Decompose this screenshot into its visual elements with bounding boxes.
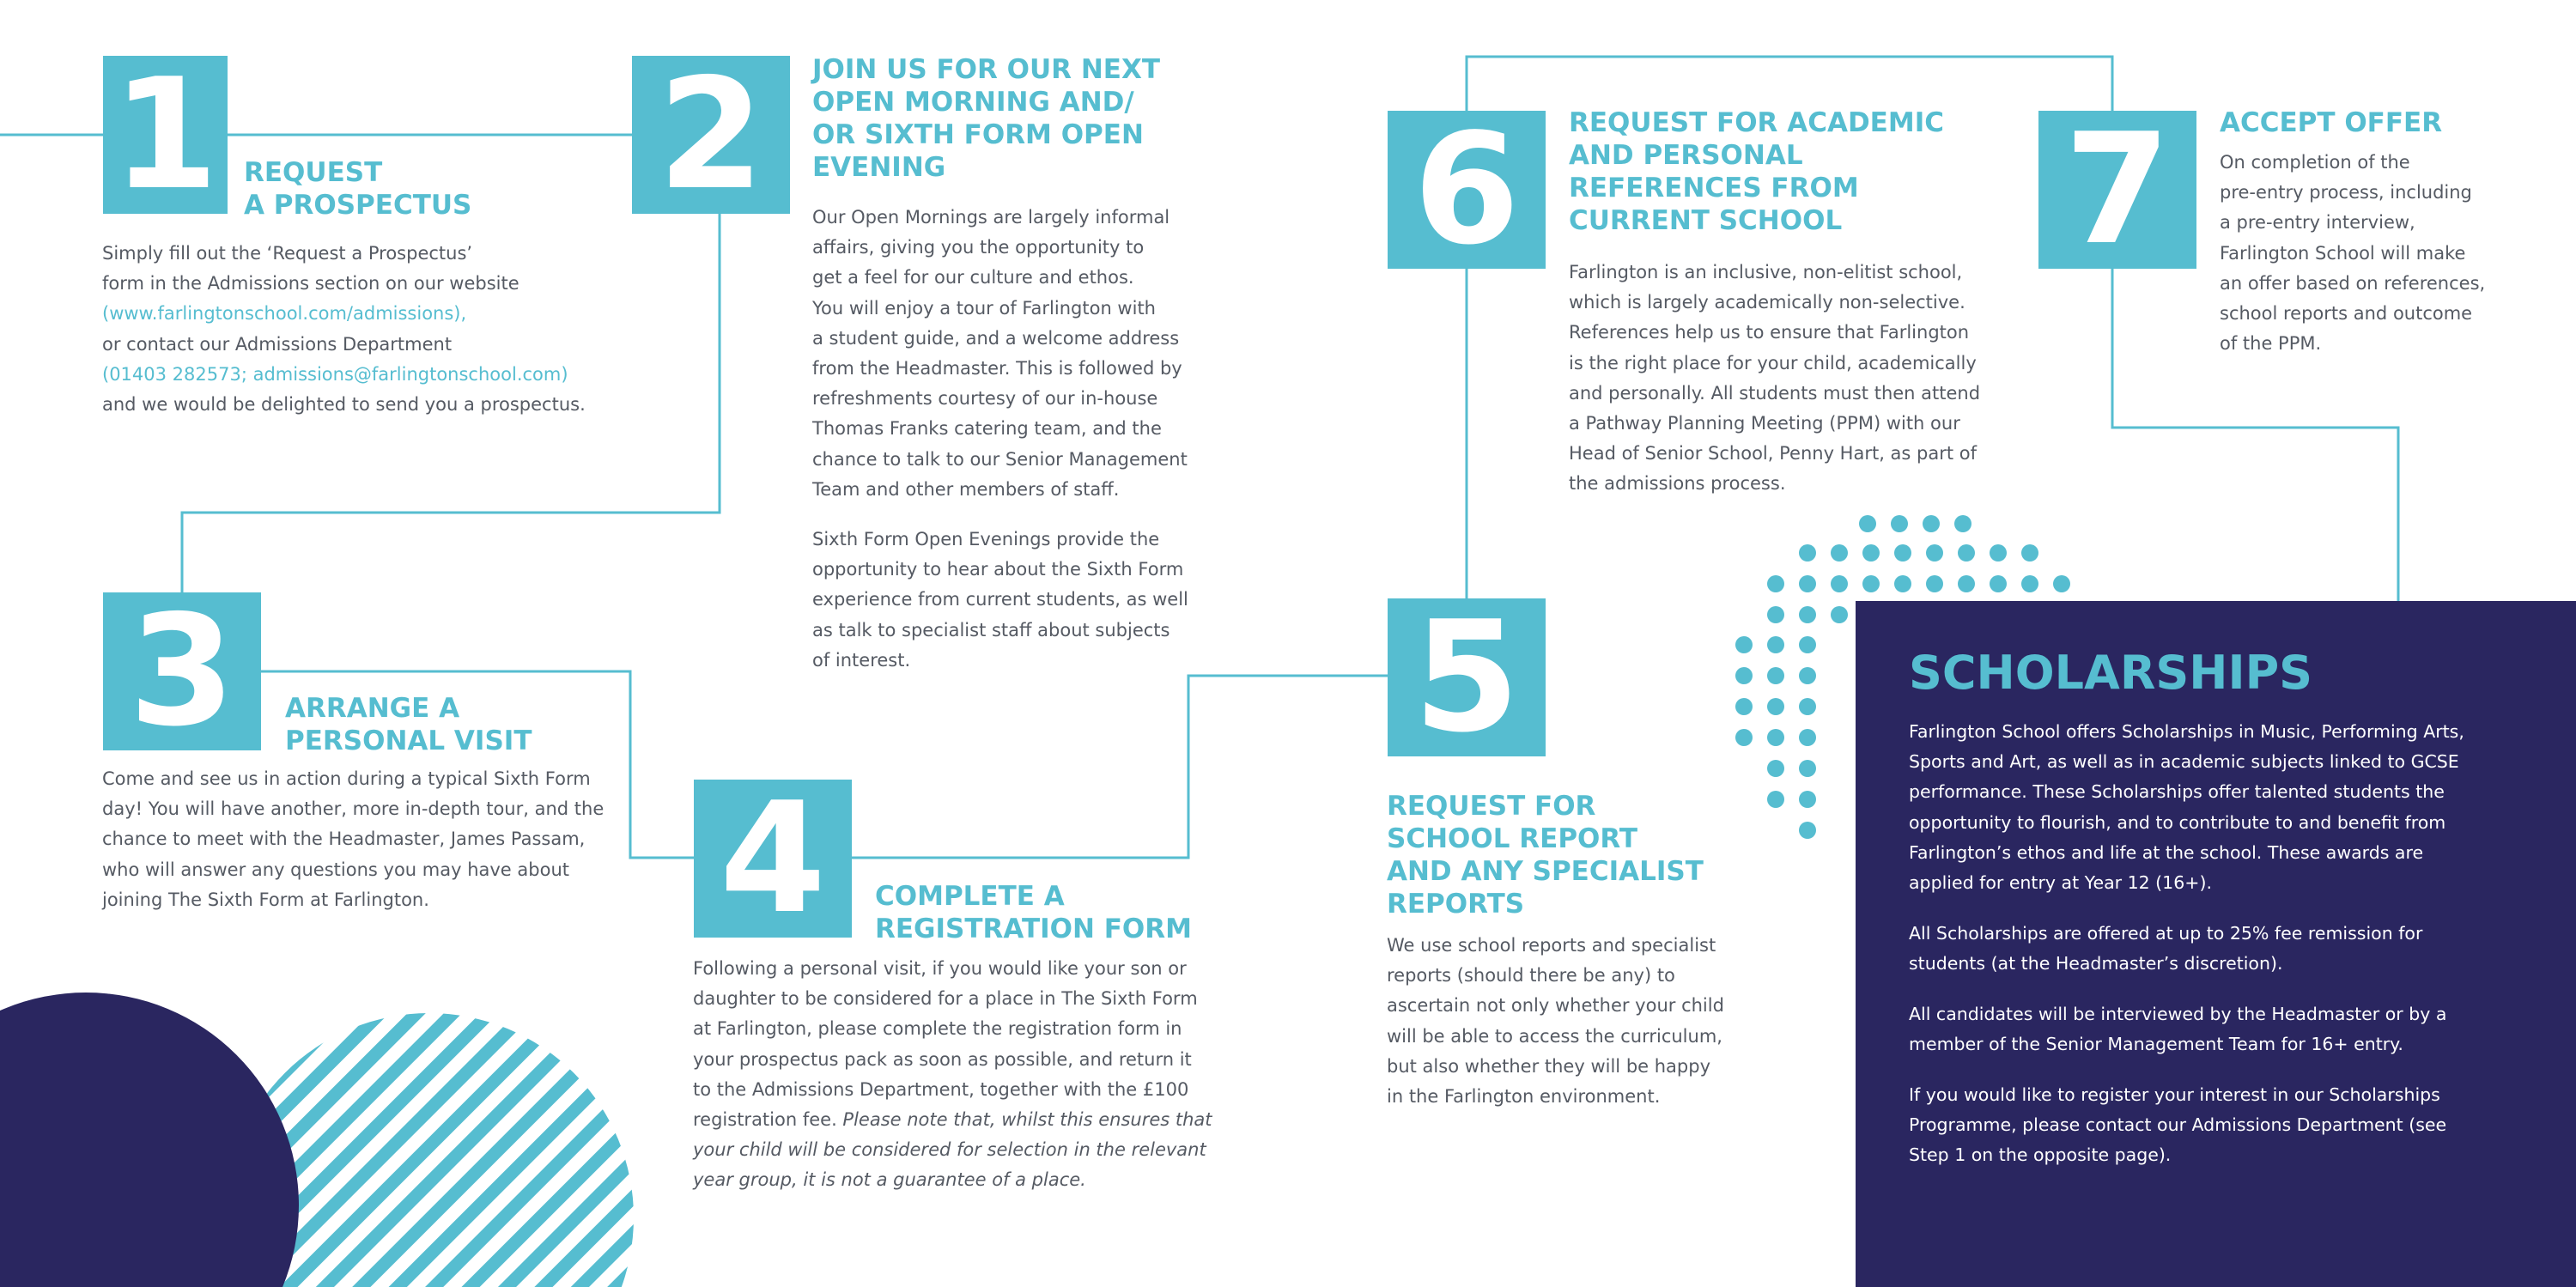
- step-5-title-line: REQUEST FOR: [1387, 791, 1596, 822]
- decorative-dot: [1735, 729, 1753, 746]
- decorative-dot: [1926, 544, 1943, 562]
- step-4-body-line: your prospectus pack as soon as possible, and return it: [693, 1048, 1192, 1070]
- step-6-body-line: a Pathway Planning Meeting (PPM) with our: [1569, 413, 1960, 434]
- decorative-dot: [1862, 575, 1880, 592]
- decorative-dot: [1894, 544, 1911, 562]
- decorative-dot: [1831, 606, 1848, 623]
- step-7-body-line: On completion of the: [2220, 152, 2410, 173]
- scholarships-line: Programme, please contact our Admissions Department (see: [1909, 1114, 2447, 1136]
- navy-circle-decoration: [0, 993, 299, 1287]
- decorative-dot: [1735, 667, 1753, 684]
- decorative-dot: [1767, 791, 1784, 808]
- decorative-dot: [1923, 515, 1940, 532]
- decorative-dot: [1799, 575, 1816, 592]
- scholarships-line: Farlington’s ethos and life at the school. These awards are: [1909, 841, 2424, 863]
- decorative-dot: [1799, 636, 1816, 653]
- step-2-body-line: opportunity to hear about the Sixth Form: [812, 559, 1184, 580]
- scholarships-panel: [1856, 601, 2576, 1287]
- step-7-title: [2220, 106, 2442, 139]
- step-6-body-line: Farlington is an inclusive, non-elitist school,: [1569, 262, 1963, 282]
- step-3-body: [102, 764, 604, 915]
- step-2-body-sixth-form: [812, 525, 1188, 676]
- scholarships-line: opportunity to flourish, and to contribute to and benefit from: [1909, 811, 2446, 833]
- step-7-body-line: an offer based on references,: [2220, 272, 2486, 294]
- step-2-body-line: Sixth Form Open Evenings provide the: [812, 529, 1160, 549]
- decorative-dot: [1926, 575, 1943, 592]
- decorative-dot: [1767, 575, 1784, 592]
- step-5-body-line: but also whether they will be happy: [1387, 1055, 1711, 1077]
- decorative-dot: [1767, 729, 1784, 746]
- step-6-body-line: which is largely academically non-selective.: [1569, 292, 1965, 313]
- step-2-body-line: of interest.: [812, 649, 911, 671]
- step-5-body-line: will be able to access the curriculum,: [1387, 1025, 1722, 1047]
- step-6-body-line: Head of Senior School, Penny Hart, as part of: [1569, 443, 1978, 464]
- step-2-body-line: affairs, giving you the opportunity to: [812, 237, 1145, 258]
- decorative-dot: [1958, 575, 1975, 592]
- step-5-title: [1387, 790, 1704, 920]
- decorative-dot: [2021, 575, 2038, 592]
- step-4-number: 4: [694, 780, 852, 938]
- step-4-body: [693, 954, 1212, 1196]
- step-3-title: [285, 692, 532, 757]
- step-6-title: [1569, 106, 1944, 237]
- decorative-dot: [1767, 760, 1784, 777]
- step-5-body-line: We use school reports and specialist: [1387, 935, 1716, 956]
- scholarships-line: Farlington School offers Scholarships in Music, Performing Arts,: [1909, 721, 2464, 742]
- step-6-body-line: is the right place for your child, academically: [1569, 352, 1977, 373]
- step-7-body-line: Farlington School will make: [2220, 242, 2466, 264]
- step-4-title: [875, 880, 1192, 945]
- step-2-body: [812, 203, 1188, 505]
- step-4-body-note-line: year group, it is not a guarantee of a place.: [693, 1169, 1086, 1191]
- decorative-dot: [1735, 636, 1753, 653]
- step-6-body-line: References help us to ensure that Farlington: [1569, 322, 1970, 343]
- step-5-body-line: reports (should there be any) to: [1387, 965, 1675, 986]
- step-4-body-line: to the Admissions Department, together with the £100: [693, 1078, 1189, 1100]
- step-3-title-line: ARRANGE A: [285, 693, 460, 724]
- scholarships-line: students (at the Headmaster’s discretion).: [1909, 953, 2283, 974]
- scholarships-paragraph-4: [1909, 1080, 2446, 1171]
- scholarships-line: applied for entry at Year 12 (16+).: [1909, 872, 2212, 894]
- decorative-dot: [1767, 636, 1784, 653]
- step-3-body-line: joining The Sixth Form at Farlington.: [102, 889, 429, 910]
- scholarships-paragraph-2: [1909, 919, 2422, 979]
- step-6-title-line: REFERENCES FROM: [1569, 173, 1859, 203]
- step-6-title-line: CURRENT SCHOOL: [1569, 205, 1843, 236]
- decorative-dot: [1954, 515, 1971, 532]
- step-2-body-line: You will enjoy a tour of Farlington with: [812, 297, 1156, 319]
- decorative-dot: [1799, 544, 1816, 562]
- step-7-body-line: school reports and outcome: [2220, 303, 2473, 325]
- scholarships-line: Step 1 on the opposite page).: [1909, 1144, 2172, 1166]
- decorative-dot: [1862, 544, 1880, 562]
- decorative-dot: [1831, 544, 1848, 562]
- scholarships-line: All candidates will be interviewed by the Headmaster or by a: [1909, 1004, 2447, 1024]
- scholarships-line: member of the Senior Management Team for 16+ entry.: [1909, 1034, 2403, 1055]
- step-7-body-line: of the PPM.: [2220, 333, 2322, 355]
- step-1-body-line: or contact our Admissions Department: [102, 333, 453, 355]
- decorative-dot: [1990, 575, 2007, 592]
- step-1-body-line: Simply fill out the ‘Request a Prospectus’: [102, 243, 473, 264]
- scholarships-line: performance. These Scholarships offer talented students the: [1909, 781, 2445, 803]
- decorative-dot: [1891, 515, 1908, 532]
- step-1-title-line: REQUEST: [244, 157, 383, 188]
- step-1-number: 1: [103, 56, 228, 214]
- step-3-body-line: chance to meet with the Headmaster, James Passam,: [102, 829, 586, 850]
- step-5-number: 5: [1388, 598, 1546, 756]
- step-6-number: 6: [1388, 111, 1546, 269]
- decorative-dot: [1767, 606, 1784, 623]
- step-2-title-line: JOIN US FOR OUR NEXT: [812, 54, 1160, 85]
- decorative-dot: [1990, 544, 2007, 562]
- step-7-body-line: pre-entry process, including: [2220, 182, 2472, 203]
- step-2-body-line: Team and other members of staff.: [812, 478, 1120, 500]
- decorative-dot: [1799, 698, 1816, 715]
- step-1-body-line: and we would be delighted to send you a prospectus.: [102, 394, 586, 416]
- scholarships-paragraph-1: [1909, 717, 2464, 898]
- step-1-title: [244, 156, 471, 222]
- step-1-body-line: form in the Admissions section on our website: [102, 273, 519, 294]
- step-3-number: 3: [103, 592, 261, 750]
- step-6-body-line: and personally. All students must then attend: [1569, 382, 1981, 404]
- step-4-title-line: REGISTRATION FORM: [875, 914, 1192, 944]
- decorative-dot: [1958, 544, 1975, 562]
- step-2-title-line: EVENING: [812, 152, 946, 183]
- step-2-body-line: from the Headmaster. This is followed by: [812, 358, 1182, 379]
- step-3-body-line: who will answer any questions you may have about: [102, 859, 569, 880]
- step-3-body-line: Come and see us in action during a typical Sixth Form: [102, 768, 591, 789]
- step-5-body: [1387, 931, 1724, 1112]
- step-5-title-line: SCHOOL REPORT: [1387, 823, 1638, 854]
- decorative-dot: [1799, 822, 1816, 839]
- step-7-title-line: ACCEPT OFFER: [2220, 107, 2443, 138]
- step-2-body-line: get a feel for our culture and ethos.: [812, 267, 1134, 288]
- decorative-dot: [1735, 698, 1753, 715]
- website-link[interactable]: (www.farlingtonschool.com/admissions),: [102, 303, 467, 325]
- decorative-dot: [1799, 667, 1816, 684]
- step-7-body-line: a pre-entry interview,: [2220, 212, 2415, 234]
- decorative-dot: [1894, 575, 1911, 592]
- decorative-dot: [1831, 575, 1848, 592]
- step-2-title-line: OR SIXTH FORM OPEN: [812, 119, 1144, 150]
- step-2-body-line: a student guide, and a welcome address: [812, 327, 1180, 349]
- step-2-body-line: Thomas Franks catering team, and the: [812, 418, 1162, 440]
- step-6-title-line: REQUEST FOR ACADEMIC: [1569, 107, 1944, 138]
- step-6-title-line: AND PERSONAL: [1569, 140, 1803, 171]
- step-3-title-line: PERSONAL VISIT: [285, 725, 532, 756]
- step-5-body-line: in the Farlington environment.: [1387, 1086, 1661, 1108]
- decorative-dot: [2053, 575, 2070, 592]
- step-2-body-line: chance to talk to our Senior Management: [812, 448, 1188, 470]
- step-5-body-line: ascertain not only whether your child: [1387, 995, 1724, 1017]
- step-5-title-line: REPORTS: [1387, 889, 1525, 920]
- step-2-number: 2: [632, 56, 790, 214]
- scholarships-line: All Scholarships are offered at up to 25% fee remission for: [1909, 923, 2423, 944]
- decorative-dot: [1799, 791, 1816, 808]
- step-1-title-line: A PROSPECTUS: [244, 190, 472, 221]
- decorative-dot: [1767, 698, 1784, 715]
- step-2-title: [812, 53, 1160, 184]
- decorative-dot: [2021, 544, 2038, 562]
- step-2-body-line: experience from current students, as well: [812, 589, 1188, 610]
- step-7-body: [2220, 148, 2485, 359]
- decorative-dot: [1799, 606, 1816, 623]
- step-4-title-line: COMPLETE A: [875, 881, 1065, 912]
- step-6-body: [1569, 258, 1980, 500]
- step-4-body-line: daughter to be considered for a place in The Sixth Form: [693, 988, 1198, 1010]
- step-4-body-fee-text: registration fee.: [693, 1109, 843, 1131]
- step-2-body-line: refreshments courtesy of our in-house: [812, 388, 1158, 410]
- step-4-body-note: Please note that, whilst this ensures that: [842, 1109, 1212, 1131]
- decorative-dot: [1799, 760, 1816, 777]
- scholarships-title: SCHOLARSHIPS: [1909, 646, 2313, 700]
- step-2-body-line: as talk to specialist staff about subjects: [812, 619, 1170, 640]
- step-4-body-line: at Farlington, please complete the registration form in: [693, 1018, 1182, 1040]
- step-6-body-line: the admissions process.: [1569, 473, 1786, 495]
- step-7-number: 7: [2038, 111, 2196, 269]
- decorative-dot: [1859, 515, 1876, 532]
- step-5-title-line: AND ANY SPECIALIST: [1387, 856, 1704, 887]
- step-2-title-line: OPEN MORNING AND/: [812, 87, 1134, 118]
- scholarships-paragraph-3: [1909, 999, 2446, 1059]
- contact-details-link[interactable]: (01403 282573; admissions@farlingtonschool.com): [102, 363, 568, 385]
- step-4-body-line: Following a personal visit, if you would like your son or: [693, 958, 1187, 979]
- step-2-body-line: Our Open Mornings are largely informal: [812, 207, 1170, 228]
- step-3-body-line: day! You will have another, more in-depth tour, and the: [102, 798, 605, 820]
- step-1-body: [102, 239, 586, 420]
- decorative-dot: [1799, 729, 1816, 746]
- decorative-dot: [1767, 667, 1784, 684]
- scholarships-line: If you would like to register your interest in our Scholarships: [1909, 1084, 2440, 1105]
- step-4-body-note-line: your child will be considered for selection in the relevant: [693, 1139, 1206, 1161]
- scholarships-line: Sports and Art, as well as in academic subjects linked to GCSE: [1909, 751, 2459, 773]
